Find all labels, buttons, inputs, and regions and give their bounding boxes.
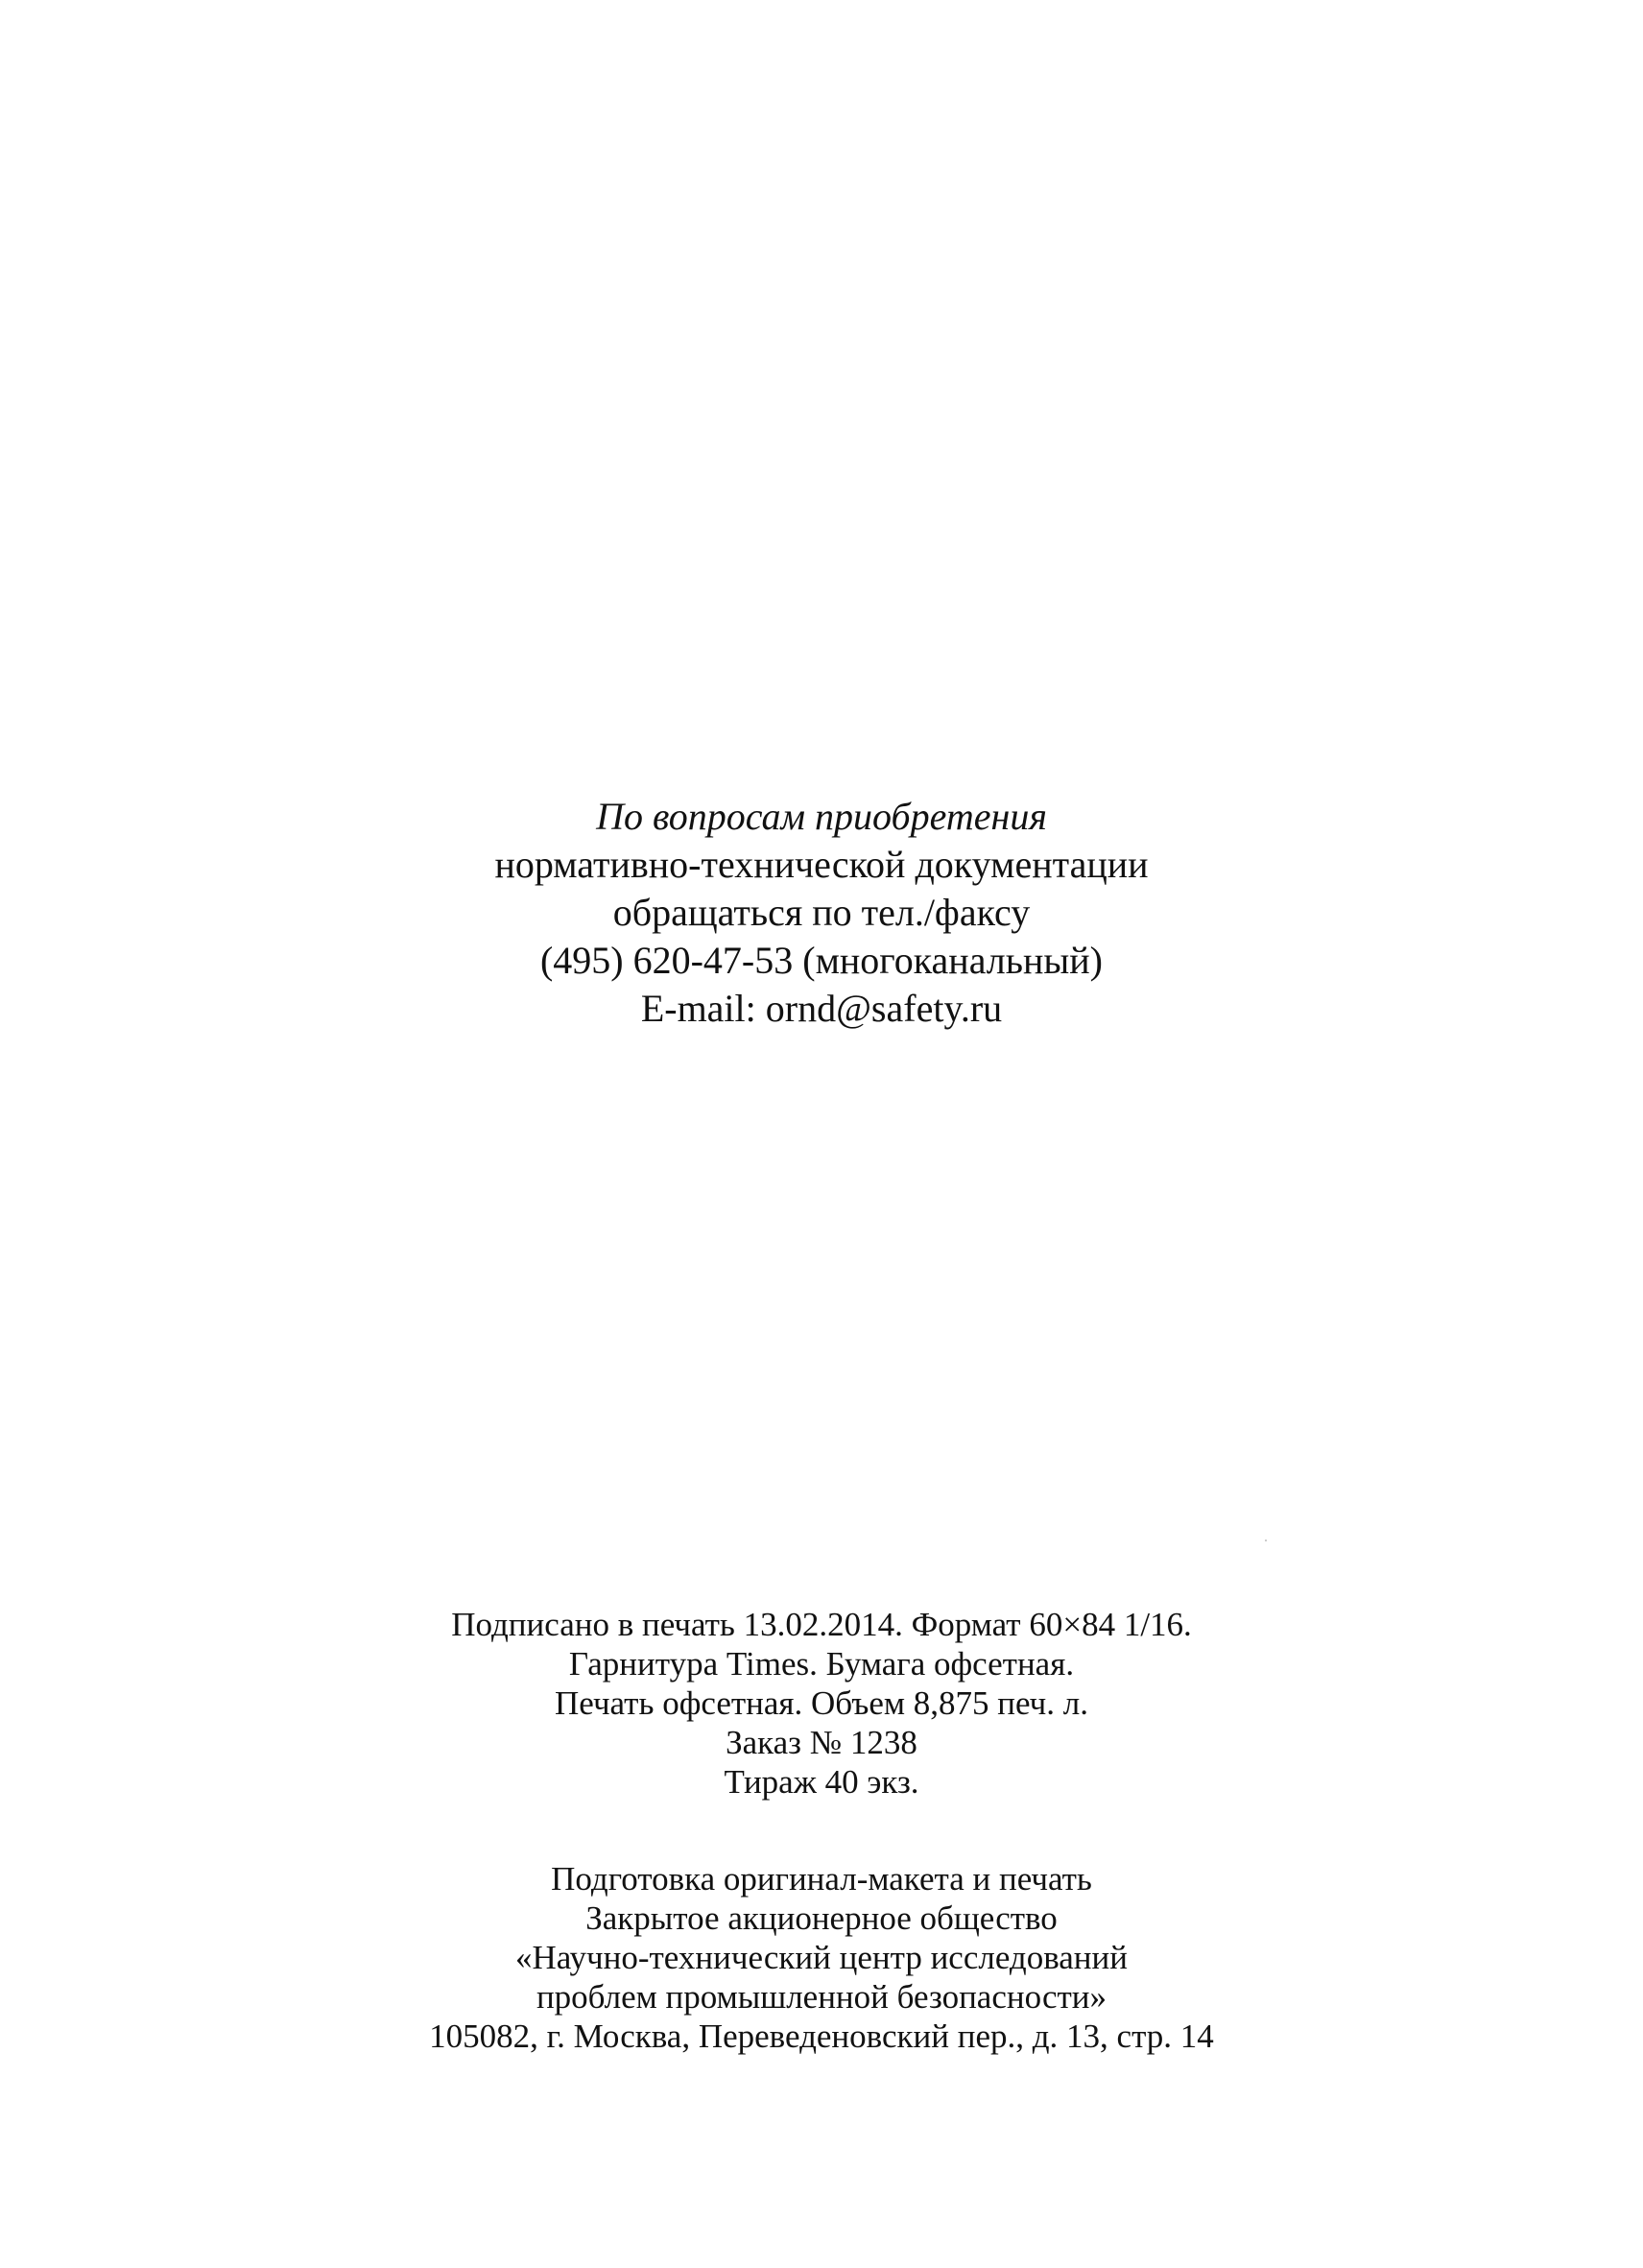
imprint-block [0,1605,1643,1802]
printer-company-name-1: «Научно-технический центр исследований [514,1939,1128,1976]
printer-company-name-2: проблем промышленной безопасности» [536,1978,1107,2016]
imprint-signed-format: Подписано в печать 13.02.2014. Формат 60×84 1/16. [451,1606,1192,1643]
contact-email: E-mail: ornd@safety.ru [640,987,1003,1030]
imprint-typeface-paper: Гарнитура Times. Бумага офсетная. [568,1645,1075,1683]
printer-service: Подготовка оригинал-макета и печать [551,1860,1092,1898]
contact-info-block [0,793,1643,1033]
contact-subject: нормативно-технической документации [494,843,1149,886]
contact-heading: По вопросам приобретения [596,795,1047,838]
imprint-print-run: Тираж 40 экз. [724,1763,919,1801]
imprint-print-volume: Печать офсетная. Объем 8,875 печ. л. [555,1684,1088,1722]
contact-phone: (495) 620-47-53 (многоканальный) [539,939,1104,982]
printer-info-block [0,1859,1643,2056]
contact-instruction: обращаться по тел./факсу [612,891,1031,934]
printer-company-type: Закрытое акционерное общество [585,1899,1058,1937]
imprint-order-number: Заказ № 1238 [726,1724,917,1761]
printer-address: 105082, г. Москва, Переведеновский пер., д. 13, стр. 14 [429,2017,1214,2055]
scan-speck [1265,1540,1267,1541]
